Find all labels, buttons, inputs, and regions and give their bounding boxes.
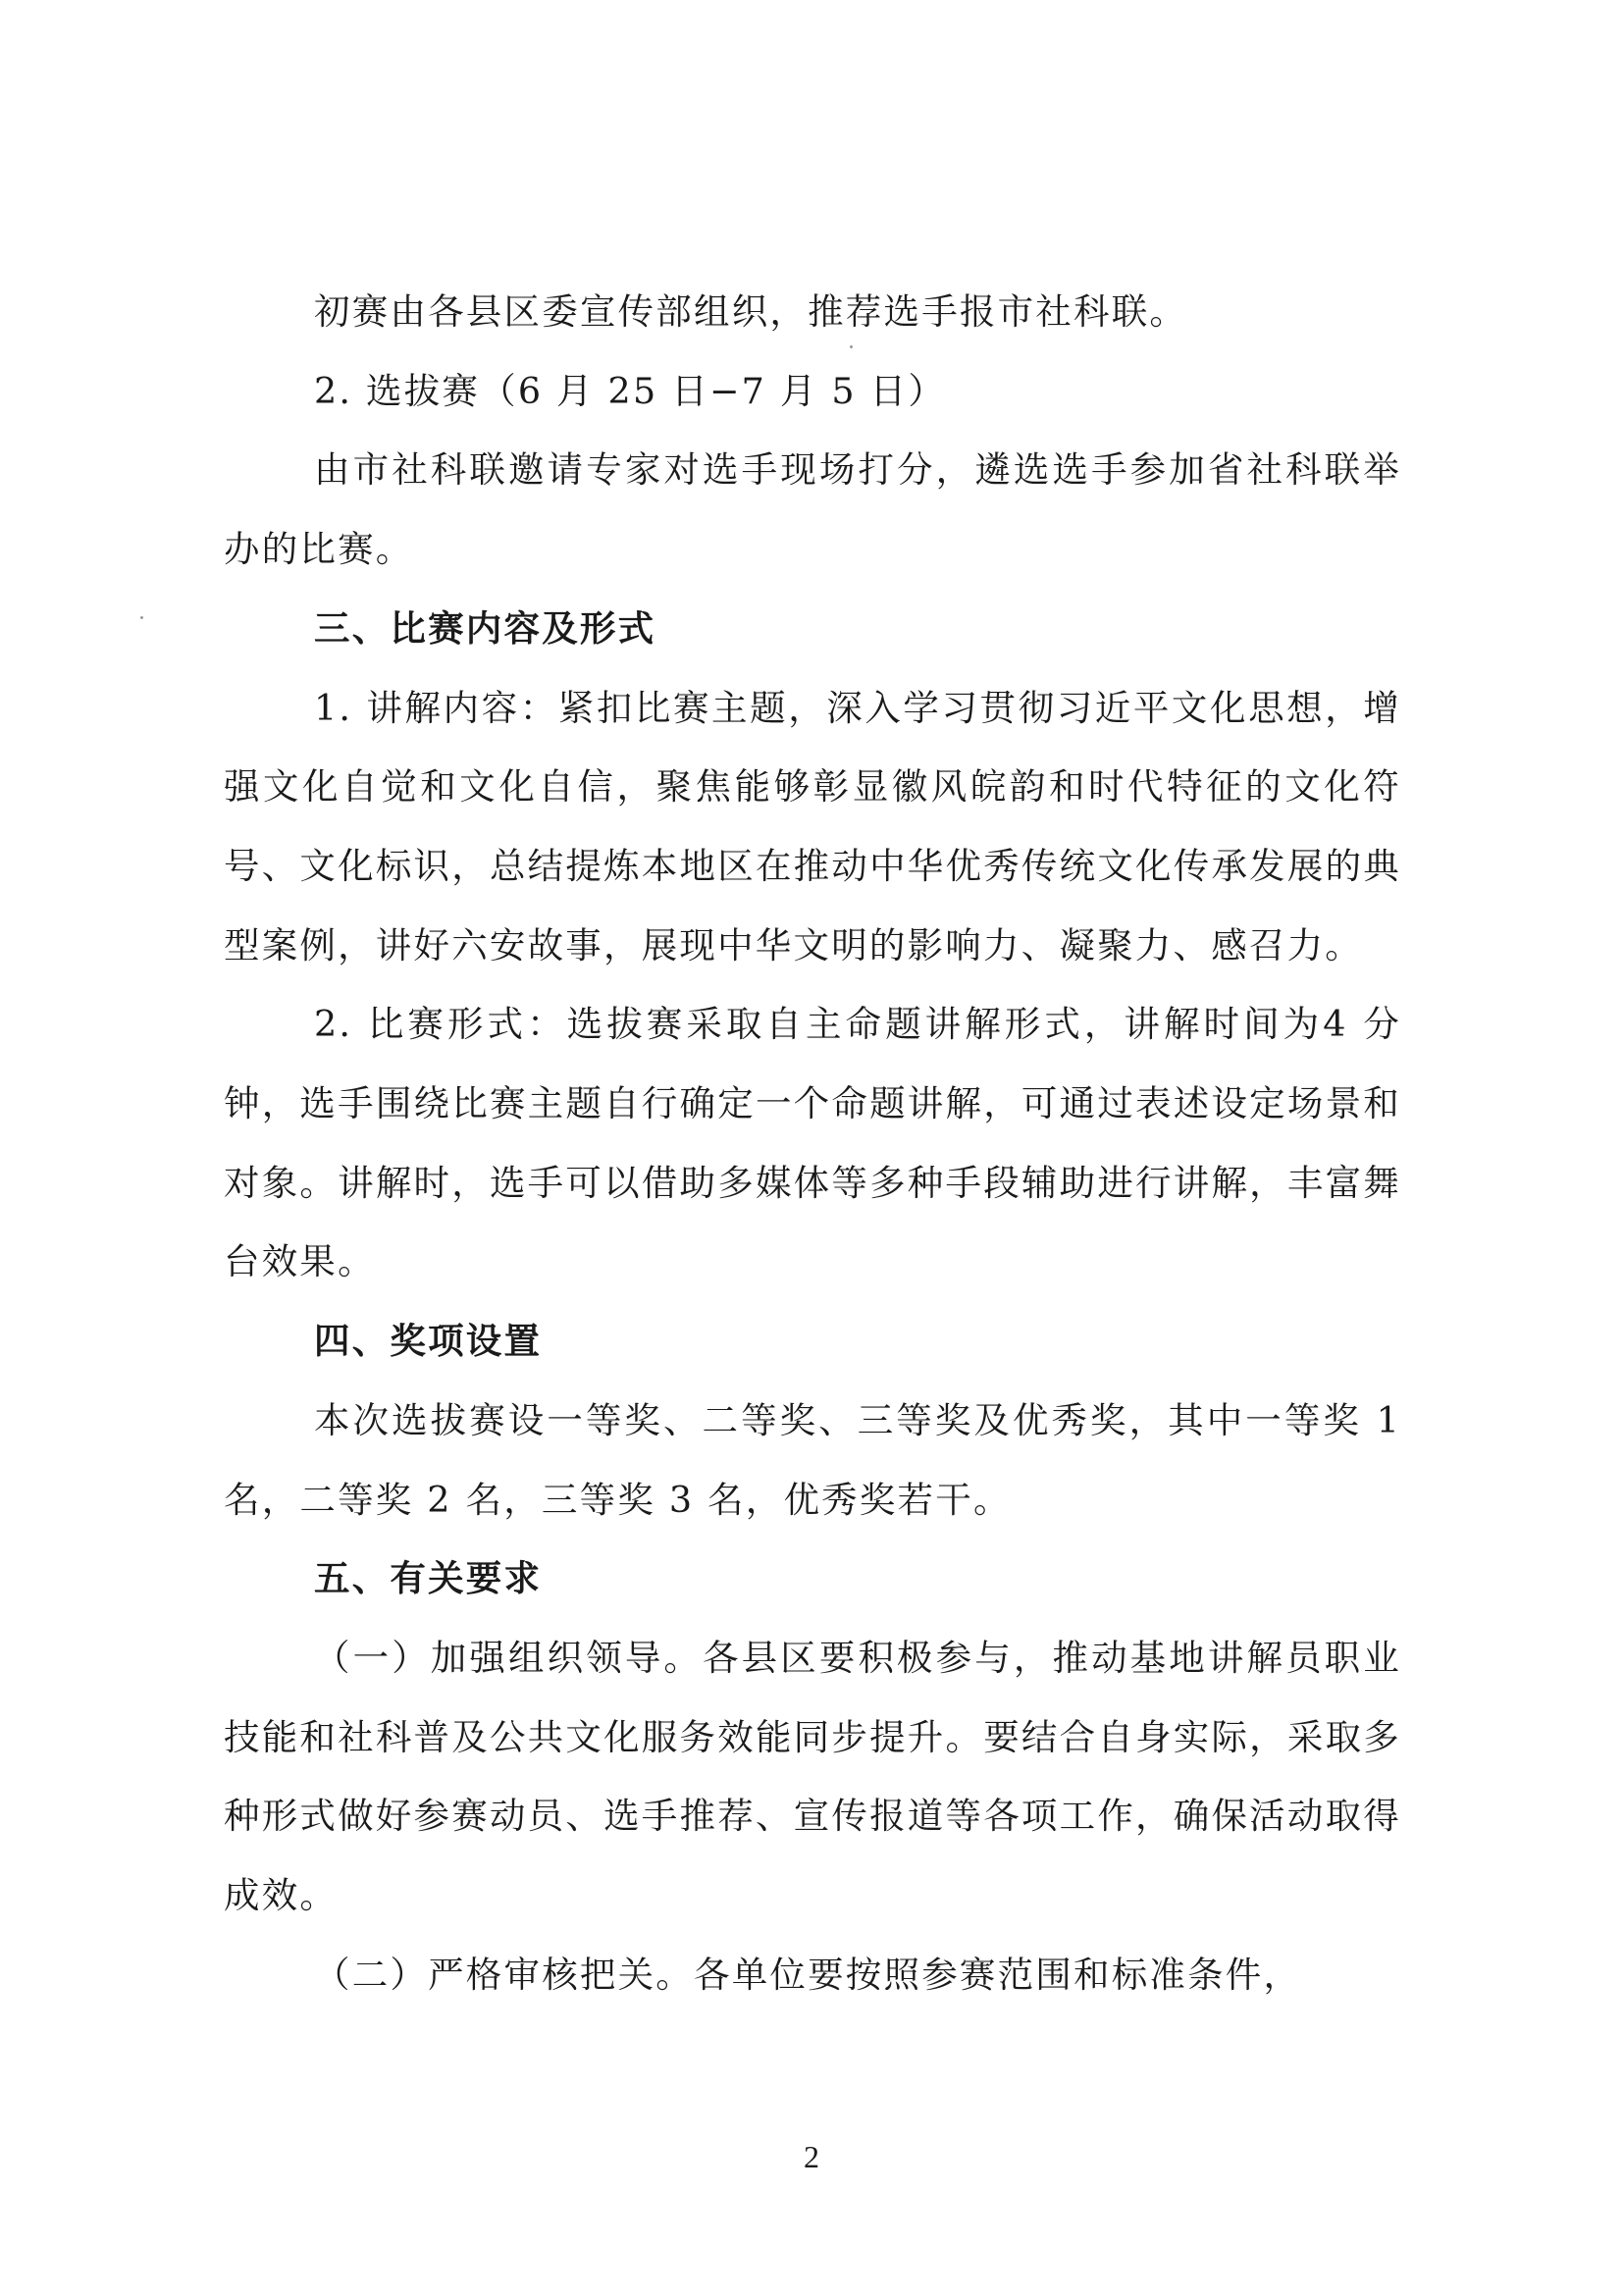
- section-heading-content-format: 三、比赛内容及形式: [314, 606, 656, 650]
- paragraph-awards: 本次选拔赛设一等奖、二等奖、三等奖及优秀奖，其中一等奖 1 名，二等奖 2 名，三等奖 3 名，优秀奖若干。: [224, 1398, 1401, 1521]
- section-heading-requirements: 五、有关要求: [314, 1557, 543, 1600]
- paragraph-preliminary-round: 初赛由各县区委宣传部组织，推荐选手报市社科联。: [314, 290, 1188, 333]
- paragraph-competition-format: 2. 比赛形式：选拔赛采取自主命题讲解形式，讲解时间为4 分钟，选手围绕比赛主题自行确定一个命题讲解，可通过表述设定场景和对象。讲解时，选手可以借助多媒体等多种手段辅助进行讲解，丰富舞台效果。: [224, 1003, 1401, 1283]
- scan-speck: [850, 345, 853, 348]
- paragraph-selection-round-title: 2. 选拔赛（6 月 25 日−7 月 5 日）: [314, 369, 947, 412]
- paragraph-requirement-organization: （一）加强组织领导。各县区要积极参与，推动基地讲解员职业技能和社科普及公共文化服务效能同步提升。要结合自身实际，采取多种形式做好参赛动员、选手推荐、宣传报道等各项工作，确保活动取得成效。: [224, 1636, 1401, 1917]
- document-body: [224, 273, 1401, 2014]
- section-heading-awards: 四、奖项设置: [314, 1320, 543, 1363]
- paragraph-selection-round-body: 由市社科联邀请专家对选手现场打分，遴选选手参加省社科联举办的比赛。: [224, 448, 1401, 571]
- page-number: 2: [804, 2139, 819, 2174]
- paragraph-explanation-content: 1. 讲解内容：紧扣比赛主题，深入学习贯彻习近平文化思想，增强文化自觉和文化自信，聚焦能够彰显徽风皖韵和时代特征的文化符号、文化标识，总结提炼本地区在推动中华优秀传统文化传承发展的典型案例，讲好六安故事，展现中华文明的影响力、凝聚力、感召力。: [224, 686, 1401, 966]
- scan-speck: [140, 616, 143, 619]
- paragraph-requirement-review: （二）严格审核把关。各单位要按照参赛范围和标准条件，: [314, 1953, 1302, 1996]
